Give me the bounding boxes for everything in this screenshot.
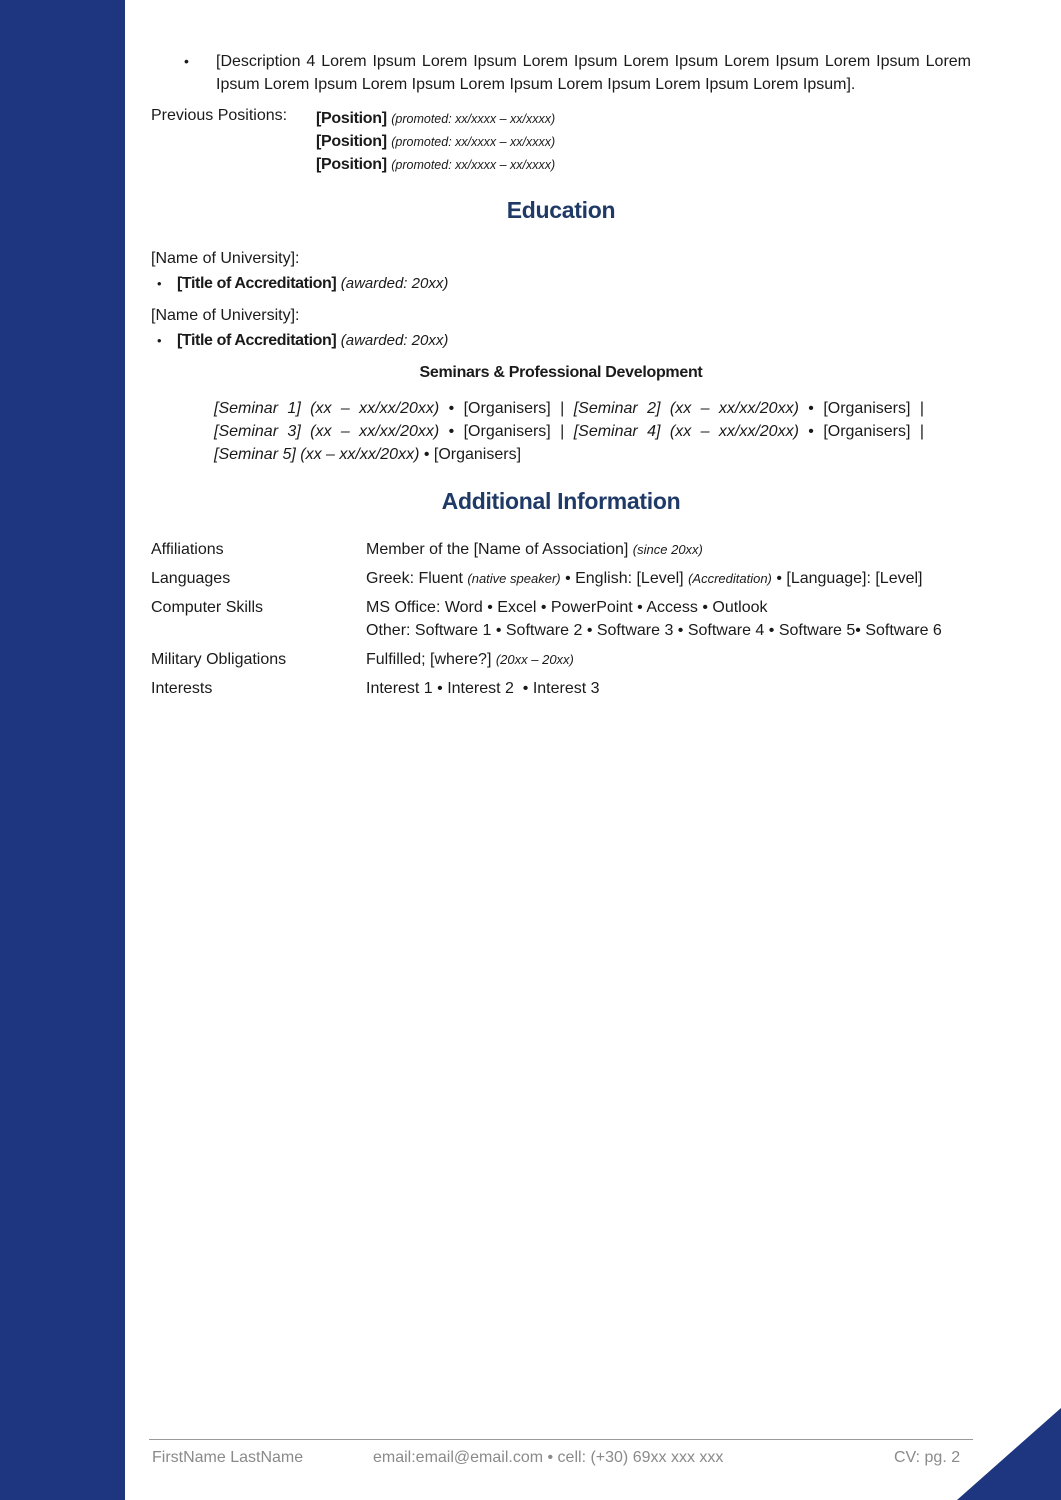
info-label: Affiliations [151, 541, 224, 558]
position-title: [Position] [316, 110, 387, 127]
info-label: Languages [151, 570, 231, 587]
interests-text: Interest 1 • Interest 2 • Interest 3 [366, 680, 600, 697]
bullet-icon: • [184, 53, 189, 69]
info-row-military [151, 648, 981, 671]
accreditation-title: [Title of Accreditation] [177, 332, 337, 349]
previous-positions-label: Previous Positions: [151, 107, 288, 124]
seminars-line: [Seminar 5] (xx – xx/xx/20xx) • [Organisers] [214, 446, 522, 463]
seminar-organiser: [Organisers] [463, 400, 551, 417]
previous-position-item [316, 130, 555, 153]
position-title: [Position] [316, 156, 387, 173]
seminar-name: [Seminar 5] (xx – xx/xx/20xx) [214, 446, 420, 463]
bullet-icon: • [157, 333, 162, 348]
info-row-computer-skills [151, 596, 981, 642]
info-label: Computer Skills [151, 599, 264, 616]
previous-position-item [316, 153, 555, 176]
seminars-list [214, 397, 924, 466]
education-heading: Education [506, 197, 616, 223]
info-label: Military Obligations [151, 651, 287, 668]
seminar-name: [Seminar 1] (xx – xx/xx/20xx) [214, 400, 440, 417]
info-value [366, 648, 981, 671]
experience-description-item [184, 50, 971, 96]
seminar-name: [Seminar 2] (xx – xx/xx/20xx) [573, 400, 799, 417]
seminars-line: [Seminar 3] (xx – xx/xx/20xx) • [Organisers] | [Seminar 4] (xx – xx/xx/20xx) • [Organisers] | [214, 423, 925, 440]
position-promoted-note: (promoted: xx/xxxx – xx/xxxx) [391, 112, 556, 126]
footer-contact: email:email@email.com • cell: (+30) 69xx xxx xxx [373, 1449, 724, 1466]
affiliation-text: Member of the [Name of Association] [366, 541, 629, 558]
footer-name: FirstName LastName [152, 1449, 304, 1466]
sidebar-band [0, 0, 125, 1500]
additional-information-table [151, 538, 981, 706]
accreditation-awarded: (awarded: 20xx) [340, 275, 449, 292]
affiliation-note: (since 20xx) [632, 542, 703, 557]
seminar-organiser: [Organisers] [823, 400, 911, 417]
additional-information-heading: Additional Information [441, 488, 681, 514]
university-name: [Name of University]: [151, 307, 300, 324]
military-note: (20xx – 20xx) [495, 652, 574, 667]
accreditation-item [157, 330, 448, 352]
seminars-line: [Seminar 1] (xx – xx/xx/20xx) • [Organisers] | [Seminar 2] (xx – xx/xx/20xx) • [Organisers] | [214, 400, 925, 417]
position-promoted-note: (promoted: xx/xxxx – xx/xxxx) [391, 135, 556, 149]
corner-triangle-decoration [957, 1408, 1061, 1500]
seminar-organiser: [Organisers] [463, 423, 551, 440]
language-greek: Greek: Fluent [366, 570, 463, 587]
position-title: [Position] [316, 133, 387, 150]
accreditation-item [157, 273, 448, 295]
accreditation-title: [Title of Accreditation] [177, 275, 337, 292]
seminar-organiser: [Organisers] [823, 423, 911, 440]
previous-position-item [316, 107, 555, 130]
description-text: [Description 4 Lorem Ipsum Lorem Ipsum Lorem Ipsum Lorem Ipsum Lorem Ipsum Lorem Ipsum Lorem Ipsum Lorem Ipsum Lorem Ipsum Lorem Ipsum Lorem Ipsum Lorem Ipsum Lorem Ipsum]. [216, 53, 971, 93]
seminar-organiser: [Organisers] [433, 446, 522, 463]
accreditation-awarded: (awarded: 20xx) [340, 332, 449, 349]
info-label: Interests [151, 680, 213, 697]
seminar-name: [Seminar 3] (xx – xx/xx/20xx) [214, 423, 440, 440]
footer-divider [149, 1439, 973, 1440]
info-value [366, 567, 981, 590]
info-row-interests [151, 677, 981, 700]
info-row-affiliations [151, 538, 981, 561]
bullet-icon: • [157, 276, 162, 291]
seminar-name: [Seminar 4] (xx – xx/xx/20xx) [573, 423, 799, 440]
university-name: [Name of University]: [151, 250, 300, 267]
language-english-note: (Accreditation) [688, 571, 772, 586]
info-value [366, 596, 981, 642]
previous-positions-list [316, 107, 555, 176]
info-row-languages [151, 567, 981, 590]
language-english: • English: [Level] [565, 570, 684, 587]
position-promoted-note: (promoted: xx/xxxx – xx/xxxx) [391, 158, 556, 172]
language-greek-note: (native speaker) [467, 571, 561, 586]
language-other: • [Language]: [Level] [776, 570, 923, 587]
computer-skills-office: MS Office: Word • Excel • PowerPoint • Access • Outlook [366, 599, 768, 616]
seminars-heading: Seminars & Professional Development [419, 364, 703, 381]
footer-page-number: CV: pg. 2 [894, 1449, 961, 1466]
military-text: Fulfilled; [where?] [366, 651, 492, 668]
computer-skills-other: Other: Software 1 • Software 2 • Software 3 • Software 4 • Software 5• Software 6 [366, 622, 942, 639]
info-value [366, 538, 981, 561]
